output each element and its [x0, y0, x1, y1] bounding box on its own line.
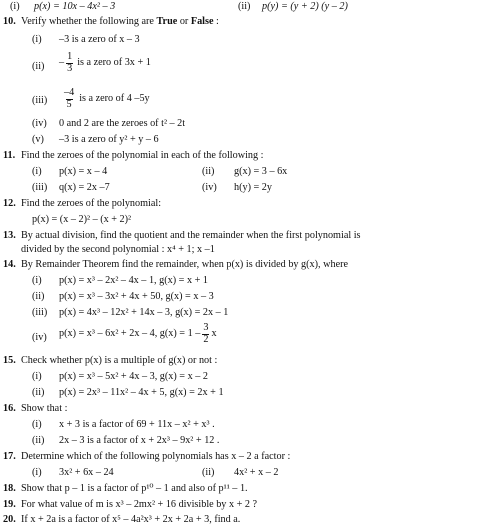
question-text: Show that : [21, 403, 68, 414]
question-number: 16. [3, 403, 16, 414]
expression: p(x) = (x – 2)² – (x + 2)² [32, 214, 132, 225]
question-number: 12. [3, 198, 16, 209]
sub-label: (iii) [32, 95, 48, 106]
sub-label: (iv) [202, 182, 217, 193]
sub-text: p(x) = x³ – 5x² + 4x – 3, g(x) = x – 2 [59, 371, 208, 382]
question-number: 15. [3, 355, 16, 366]
sub-label: (ii) [32, 387, 45, 398]
sub-text: 4x² + x – 2 [234, 467, 279, 478]
sub-text: p(x) = 10x – 4x² – 3 [34, 1, 116, 12]
sub-text: p(x) = 2x³ – 11x² – 4x + 5, g(x) = 2x + 1 [59, 387, 224, 398]
sub-text: p(x) = x³ – 6x² + 2x – 4, g(x) = 1 – $\frac{3}{2}$ x [59, 322, 217, 345]
sub-label: (i) [32, 166, 42, 177]
sub-text: p(x) = 4x³ – 12x² + 14x – 3, g(x) = 2x – 1 [59, 307, 229, 318]
sub-label: (iii) [32, 307, 48, 318]
sub-label: (i) [10, 1, 20, 12]
sub-text: 2x – 3 is a factor of x + 2x³ – 9x² + 12 . [59, 435, 220, 446]
question-number: 19. [3, 499, 16, 510]
fraction: $\frac{3}{2}$ [203, 322, 209, 345]
sub-label: (ii) [202, 467, 215, 478]
sub-label: (iv) [32, 118, 47, 129]
sub-label: (ii) [238, 1, 251, 12]
sub-text: h(y) = 2y [234, 182, 272, 193]
sub-text: g(x) = 3 – 6x [234, 166, 288, 177]
sub-label: (i) [32, 275, 42, 286]
question-text: If x + 2a is a factor of x⁵ – 4a²x³ + 2x + 2a + 3, find a. [21, 514, 241, 525]
sub-label: (ii) [32, 61, 45, 72]
question-number: 20. [3, 514, 16, 525]
sub-label: (v) [32, 134, 44, 145]
sub-label: (ii) [32, 291, 45, 302]
question-text: Determine which of the following polynomials has x – 2 a factor : [21, 451, 291, 462]
question-text: Check whether p(x) is a multiple of g(x) or not : [21, 355, 218, 366]
sub-text: p(x) = x³ – 3x² + 4x + 50, g(x) = x – 3 [59, 291, 214, 302]
sub-label: (i) [32, 419, 42, 430]
question-number: 18. [3, 483, 16, 494]
sub-label: (iv) [32, 332, 47, 343]
sub-label: (iii) [32, 182, 48, 193]
sub-text: – $\frac{1}{3}$ is a zero of 3x + 1 [59, 51, 151, 74]
sub-label: (i) [32, 371, 42, 382]
question-number: 10. [3, 16, 16, 27]
sub-text: p(y) = (y + 2) (y – 2) [262, 1, 348, 12]
sub-text: x + 3 is a factor of 69 + 11x – x² + x³ . [59, 419, 215, 430]
sub-label: (ii) [32, 435, 45, 446]
question-text: Show that p – 1 is a factor of p¹⁰ – 1 and also of p¹¹ – 1. [21, 483, 248, 494]
question-text: By actual division, find the quotient and the remainder when the first polynomial is [21, 230, 361, 241]
question-number: 17. [3, 451, 16, 462]
sub-text: –3 is a zero of x – 3 [59, 34, 140, 45]
question-number: 14. [3, 259, 16, 270]
question-text: By Remainder Theorem find the remainder, when p(x) is divided by g(x), where [21, 259, 349, 270]
sub-text: q(x) = 2x –7 [59, 182, 110, 193]
question-text: divided by the second polynomial : x⁴ + 1; x –1 [21, 244, 215, 255]
sub-text: p(x) = x – 4 [59, 166, 108, 177]
sub-text: p(x) = x³ – 2x² – 4x – 1, g(x) = x + 1 [59, 275, 208, 286]
sub-text: 0 and 2 are the zeroes of t² – 2t [59, 118, 186, 129]
question-text: Find the zeroes of the polynomial: [21, 198, 162, 209]
question-text: Verify whether the following are True or False : [21, 16, 219, 27]
fraction: $\frac{1}{3}$ [67, 51, 73, 74]
fraction: $\frac{-4}{5}$ [64, 87, 75, 110]
sub-label: (i) [32, 34, 42, 45]
sub-text: –3 is a zero of y² + y – 6 [59, 134, 159, 145]
sub-label: (i) [32, 467, 42, 478]
sub-text: $\frac{-4}{5}$ is a zero of 4 –5y [64, 87, 150, 110]
sub-text: 3x² + 6x – 24 [59, 467, 114, 478]
question-text: Find the zeroes of the polynomial in each of the following : [21, 150, 264, 161]
question-text: For what value of m is x³ – 2mx² + 16 divisible by x + 2 ? [21, 499, 258, 510]
question-number: 11. [3, 150, 16, 161]
sub-label: (ii) [202, 166, 215, 177]
question-number: 13. [3, 230, 16, 241]
